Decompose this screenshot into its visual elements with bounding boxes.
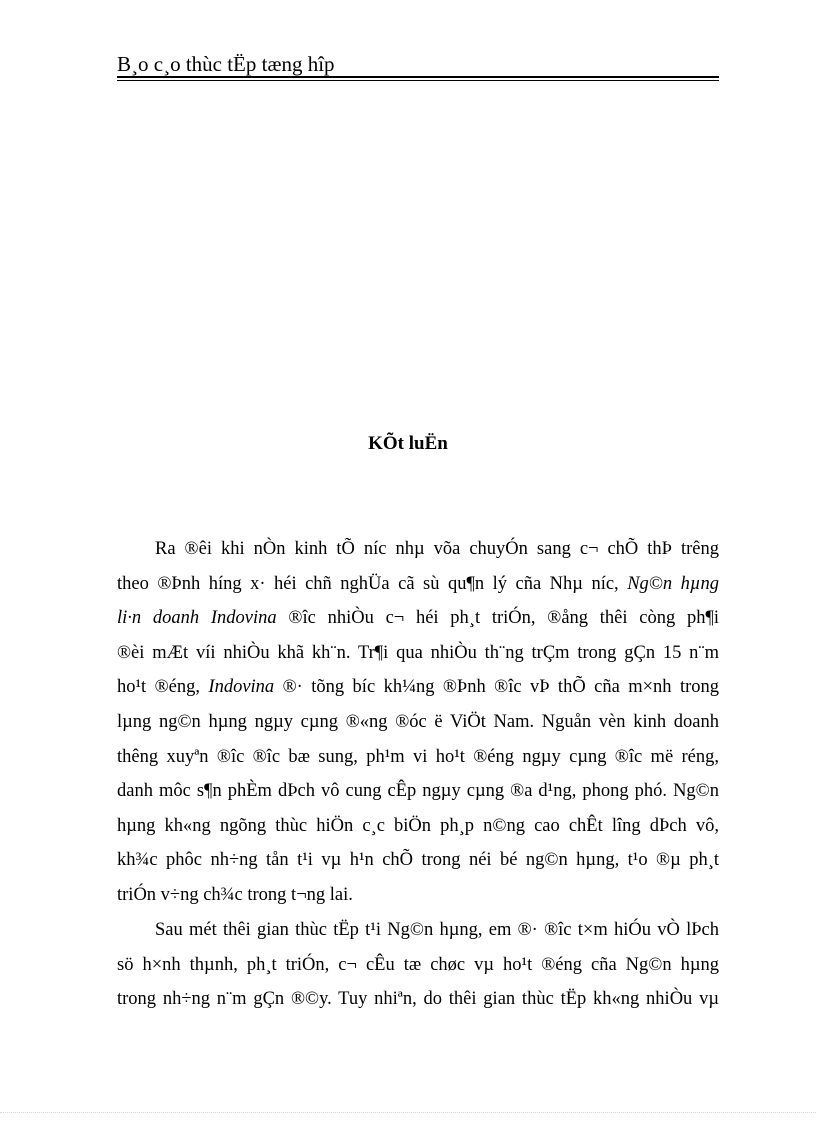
paragraph-text: theo ®Þnh híng x· héi chñ nghÜa cã sù qu¶n lý cña Nhµ níc, — [117, 573, 628, 594]
paragraph-text: ho¹t ®éng, — [117, 677, 209, 698]
bank-name-italic: Ng©n hµng — [627, 573, 719, 594]
paragraph-line — [117, 670, 719, 705]
paragraph-2 — [117, 913, 719, 1017]
paragraph-line — [117, 601, 719, 636]
paragraph-line: ®èi mÆt víi nhiÒu khã kh¨n. Tr¶i qua nhiÒu th¨ng trÇm trong gÇn 15 n¨m — [117, 642, 719, 663]
paragraph-line: sö h×nh thµnh, ph¸t triÓn, c¬ cÊu tæ chøc vµ ho¹t ®éng cña Ng©n hµng — [117, 954, 719, 975]
paragraph-line: lµng ng©n hµng ngµy cµng ®«ng ®óc ë ViÖt Nam. Nguån vèn kinh doanh — [117, 711, 719, 732]
paragraph-line: Ra ®êi khi nÒn kinh tÕ níc nhµ võa chuyÓn sang c¬ chÕ thÞ trêng — [155, 539, 719, 559]
paragraph-line: triÓn v÷ng ch¾c trong t¬ng lai. — [117, 884, 353, 905]
paragraph-text: ®· tõng bíc kh¼ng ®Þnh ®îc vÞ thÕ cña m×nh trong — [274, 677, 719, 698]
paragraph-line: hµng kh«ng ngõng thùc hiÖn c¸c biÖn ph¸p n©ng cao chÊt lîng dÞch vô, — [117, 815, 719, 836]
bank-name-italic: li·n doanh Indovina — [117, 608, 277, 629]
paragraph-line: thêng xuyªn ®îc ®îc bæ sung, ph¹m vi ho¹t ®éng ngµy cµng ®îc më réng, — [117, 746, 719, 767]
page-bottom-edge — [0, 1112, 816, 1113]
section-title: KÕt luËn — [368, 433, 448, 454]
header-title: B¸o c¸o thùc tËp tæng hîp — [117, 52, 335, 76]
paragraph-1 — [117, 532, 719, 913]
paragraph-line: trong nh÷ng n¨m gÇn ®©y. Tuy nhiªn, do thêi gian thùc tËp kh«ng nhiÒu vµ — [117, 989, 719, 1010]
page-header — [117, 50, 719, 78]
paragraph-line: danh môc s¶n phÈm dÞch vô cung cÊp ngµy cµng ®a d¹ng, phong phó. Ng©n — [117, 781, 719, 802]
header-double-rule — [117, 76, 719, 81]
paragraph-text: ®îc nhiÒu c¬ héi ph¸t triÓn, ®ång thêi còng ph¶i — [276, 608, 719, 629]
indovina-italic: Indovina — [208, 677, 275, 698]
paragraph-line: Sau mét thêi gian thùc tËp t¹i Ng©n hµng, em ®· ®îc t×m hiÓu vÒ lÞch — [155, 920, 719, 940]
paragraph-line — [117, 567, 719, 602]
paragraph-line: kh¾c phôc nh÷ng tån t¹i vµ h¹n chÕ trong néi bé ng©n hµng, t¹o ®µ ph¸t — [117, 850, 719, 871]
